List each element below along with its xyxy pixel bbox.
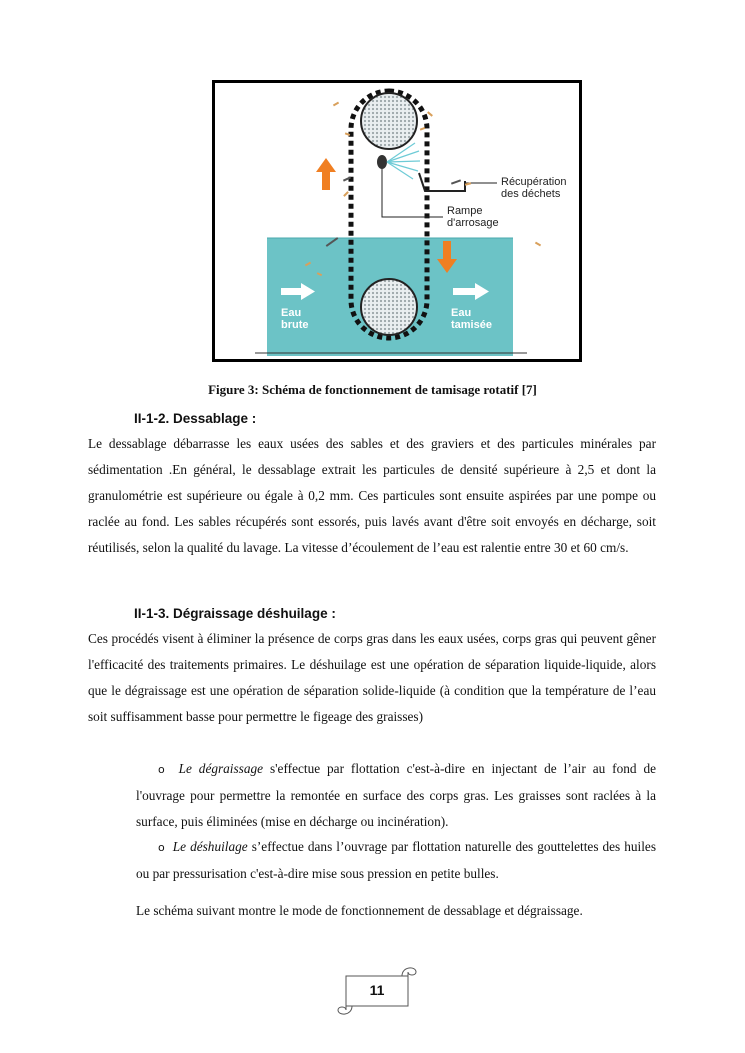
page-number: 11 xyxy=(369,982,385,998)
bullet-deshuilage xyxy=(136,834,656,887)
label-eau-brute-line2: brute xyxy=(281,319,309,331)
label-rampe-line2: d'arrosage xyxy=(447,217,499,229)
bullet-text: s'effectue par flottation c'est-à-dire en injectant de l’air au fond de l'ouvrage pour permettre la remontée en surface des corps gras. Les graisses sont raclées à la surface, puis éliminées (mise en décharge ou incinération). xyxy=(136,761,656,829)
label-recuperation-line2: des déchets xyxy=(501,188,561,200)
heading-degraissage: II-1-3. Dégraissage déshuilage : xyxy=(134,606,336,621)
label-eau-brute-line1: Eau xyxy=(281,307,302,319)
label-rampe xyxy=(447,205,499,229)
bullet-mark: o xyxy=(158,841,165,854)
figure-rotary-screen xyxy=(212,80,582,362)
bullet-degraissage xyxy=(136,756,656,835)
paragraph-dessablage: Le dessablage débarrasse les eaux usées des sables et des graviers et des particules minérales par sédimentation .En général, le dessablage extrait les particules de densité supérieure à 2,5 et dont la granulométrie est supérieure ou égale à 0,2 mm. Ces particules sont ensuite aspirées par une pompe ou raclée au fond. Les sables récupérés sont essorés, puis lavés avant d'être soit envoyés en décharge, soit réutilisés, selon la qualité du lavage. La vitesse d’écoulement de l’eau est ralentie entre 30 et 60 cm/s. xyxy=(88,436,656,555)
label-recuperation-line1: Récupération xyxy=(501,176,567,188)
bottom-drum xyxy=(361,279,417,335)
label-recuperation xyxy=(501,176,566,200)
page-number-scroll xyxy=(336,962,418,1020)
label-eau-brute xyxy=(281,307,309,331)
figure-caption: Figure 3: Schéma de fonctionnement de tamisage rotatif [7] xyxy=(208,382,537,397)
bullet-term: Le déshuilage xyxy=(172,839,248,854)
paragraph-degraissage: Ces procédés visent à éliminer la présence de corps gras dans les eaux usées, corps gras qui peuvent gêner l'efficacité des traitements primaires. Le déshuilage est une opération de séparation liquide-liquide, alors que le dégraissage est une opération de séparation solide-liquide (à condition que la température de l’eau soit suffisamment basse pour permettre le figeage des graisses) xyxy=(88,631,656,724)
label-eau-tamisee-line2: tamisée xyxy=(451,319,492,331)
rotary-screen-diagram xyxy=(215,83,579,359)
up-arrow xyxy=(316,158,336,190)
label-rampe-line1: Rampe xyxy=(447,205,483,217)
label-eau-tamisee-line1: Eau xyxy=(451,307,472,319)
spray-nozzle xyxy=(377,155,387,169)
bullet-mark: o xyxy=(158,763,165,776)
top-drum xyxy=(361,93,417,149)
label-eau-tamisee xyxy=(451,307,492,331)
bullet-text: s’effectue dans l’ouvrage par flottation naturelle des gouttelettes des huiles ou par pressurisation c'est-à-dire mise sous pression en petite bulles. xyxy=(136,839,657,881)
bullet-term: Le dégraissage xyxy=(178,761,264,776)
debris-dark xyxy=(326,176,461,246)
closing-sentence: Le schéma suivant montre le mode de fonctionnement de dessablage et dégraissage. xyxy=(136,903,583,918)
heading-dessablage: II-1-2. Dessablage : xyxy=(134,411,257,426)
